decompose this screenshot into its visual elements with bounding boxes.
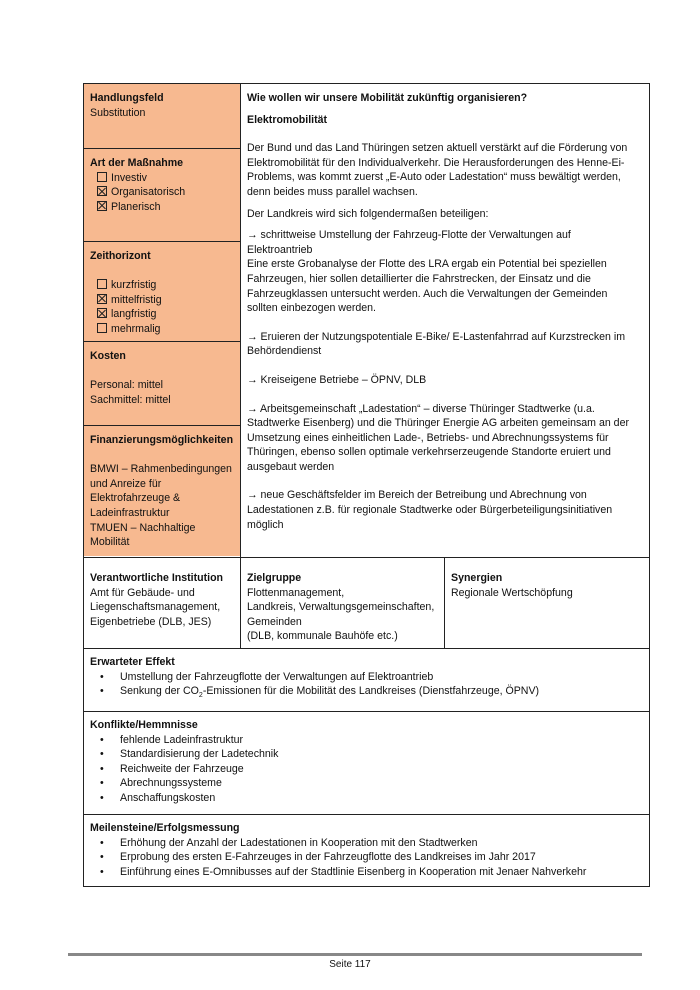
main-intro: Der Bund und das Land Thüringen setzen aktuell verstärkt auf die Förderung von Elektromobilität für den Individualverkehr. Die Herausforderungen des Henne-Ei-Problems, was kommt zuerst „E-Auto oder Ladestation“ muss bewältigt werden, denn beides muss parallel wachsen. [247, 142, 628, 198]
institution-cell [84, 565, 240, 636]
checkbox-icon [97, 323, 107, 333]
konflikt-item: • Anschaffungskosten [90, 791, 643, 806]
meilenstein-item: • Erhöhung der Anzahl der Ladestationen in Kooperation mit den Stadtwerken [90, 836, 643, 851]
effekt-item: • Umstellung der Fahrzeugflotte der Verwaltungen auf Elektroantrieb [90, 670, 643, 685]
konflikt-item: • fehlende Ladeinfrastruktur [90, 733, 643, 748]
checkbox-label: langfristig [111, 308, 157, 321]
checkbox-label: mehrmalig [111, 322, 161, 335]
synergien-label: Synergien [451, 572, 503, 584]
zielgruppe-line: (DLB, kommunale Bauhöfe etc.) [247, 630, 398, 643]
meilensteine-label: Meilensteine/Erfolgsmessung [90, 822, 240, 834]
checkbox-row-mittelfristig [90, 293, 234, 308]
main-item-5: → neue Geschäftsfelder im Bereich der Betreibung und Abrechnung von Ladestationen z.B. für regionale Stadtwerke oder Bürgerbeteiligungsinitiativen möglich [247, 489, 613, 531]
main-item-1-head: → schrittweise Umstellung der Fahrzeug-Flotte der Verwaltungen auf Elektroantrieb [247, 229, 571, 256]
checkbox-row-mehrmalig [90, 322, 234, 337]
main-item-3: → Kreiseigene Betriebe – ÖPNV, DLB [247, 373, 427, 386]
kosten-label: Kosten [90, 350, 126, 362]
checkbox-label: Planerisch [111, 200, 161, 213]
effekt-label: Erwarteter Effekt [90, 656, 175, 668]
checkbox-icon [97, 172, 107, 182]
checkbox-label: Organisatorisch [111, 186, 186, 199]
art-cell [84, 149, 240, 221]
checkbox-row-organisatorisch [90, 185, 234, 200]
checkbox-row-kurzfristig [90, 278, 234, 293]
checkbox-row-planerisch [90, 200, 234, 215]
main-content [241, 84, 649, 539]
synergien-value: Regionale Wertschöpfung [451, 586, 573, 599]
meilenstein-item: • Einführung eines E-Omnibusses auf der Stadtlinie Eisenberg in Kooperation mit Jenaer Nahverkehr [90, 865, 643, 880]
checkbox-checked-icon [97, 294, 107, 304]
checkbox-checked-icon [97, 186, 107, 196]
synergien-cell [445, 565, 649, 607]
konflikte-cell [84, 712, 649, 813]
main-item-1-body: Eine erste Grobanalyse der Flotte des LRA ergab ein Potential bei speziellen Fahrzeugen, hier sollen detaillierter die Fahrstrecken, der Einsatz und die Fahrzeugklassen untersucht werden. Auch die Verwaltungen der Gemeinden sollten einbezogen werden. [247, 258, 608, 315]
checkbox-label: kurzfristig [111, 279, 157, 292]
zielgruppe-line: Flottenmanagement, [247, 586, 345, 599]
finanz-line: Elektrofahrzeuge & [90, 492, 181, 505]
effekt-cell [84, 649, 649, 706]
handlungsfeld-label: Handlungsfeld [90, 92, 164, 104]
checkbox-label: Investiv [111, 171, 147, 184]
konflikt-item: • Standardisierung der Ladetechnik [90, 747, 643, 762]
finanz-line: Mobilität [90, 536, 130, 549]
main-lead: Der Landkreis wird sich folgendermaßen beteiligen: [247, 207, 489, 220]
finanz-line: und Anreize für [90, 477, 162, 490]
zielgruppe-label: Zielgruppe [247, 572, 302, 584]
effekt-item: • Senkung der $CO_2$-Emissionen für die Mobilität des Landkreises (Dienstfahrzeuge, ÖPNV) [90, 684, 643, 699]
zeit-cell [84, 242, 240, 344]
footer-divider [68, 953, 642, 956]
checkbox-label: mittelfristig [111, 293, 162, 306]
zielgruppe-line: Landkreis, Verwaltungsgemeinschaften, [247, 601, 435, 614]
finanz-label: Finanzierungsmöglichkeiten [90, 434, 234, 446]
handlungsfeld-value: Substitution [90, 106, 146, 119]
kosten-sachmittel: Sachmittel: mittel [90, 393, 171, 406]
zielgruppe-line: Gemeinden [247, 615, 302, 628]
main-item-2: → Eruieren der Nutzungspotentiale E-Bike/ E-Lastenfahrrad auf Kurzstrecken im Behördendienst [247, 330, 626, 358]
institution-value: Amt für Gebäude- und Liegenschaftsmanagement, Eigenbetriebe (DLB, JES) [90, 586, 221, 628]
page-number: Seite 117 [329, 959, 371, 970]
main-question: Wie wollen wir unsere Mobilität zukünftig organisieren? [247, 92, 528, 104]
checkbox-checked-icon [97, 308, 107, 318]
main-item-4: → Arbeitsgemeinschaft „Ladestation“ – diverse Thüringer Stadtwerke (u.a. Stadtwerke Eisenberg) und die Thüringer Energie AG arbeiten gemeinsam an der Umsetzung eines einheitlichen Lade-, Betriebs- und Abrechnungssystems für Thüringen, ebenso sollen optimale verkehrserzeugende Standorte eruiert und ausgebaut werden [247, 402, 629, 473]
finanz-line: TMUEN – Nachhaltige [90, 521, 196, 534]
checkbox-row-investiv [90, 171, 234, 186]
handlungsfeld-cell [84, 84, 240, 127]
finanz-line: BMWI – Rahmenbedingungen [90, 463, 232, 476]
institution-label: Verantwortliche Institution [90, 572, 224, 584]
checkbox-icon [97, 279, 107, 289]
main-subtitle: Elektromobilität [247, 113, 328, 126]
zielgruppe-cell [241, 565, 444, 651]
konflikte-label: Konflikte/Hemmnisse [90, 719, 198, 731]
checkbox-checked-icon [97, 201, 107, 211]
finanz-line: Ladeinfrastruktur [90, 506, 170, 519]
kosten-personal: Personal: mittel [90, 379, 164, 392]
konflikt-item: • Reichweite der Fahrzeuge [90, 762, 643, 777]
meilenstein-item: • Erprobung des ersten E-Fahrzeuges in der Fahrzeugflotte des Landkreises im Jahr 2017 [90, 850, 643, 865]
checkbox-row-langfristig [90, 307, 234, 322]
kosten-cell [84, 342, 240, 414]
meilensteine-cell [84, 815, 649, 886]
art-label: Art der Maßnahme [90, 157, 184, 169]
finanz-cell [84, 426, 240, 557]
zeit-label: Zeithorizont [90, 250, 151, 262]
konflikt-item: • Abrechnungssysteme [90, 776, 643, 791]
